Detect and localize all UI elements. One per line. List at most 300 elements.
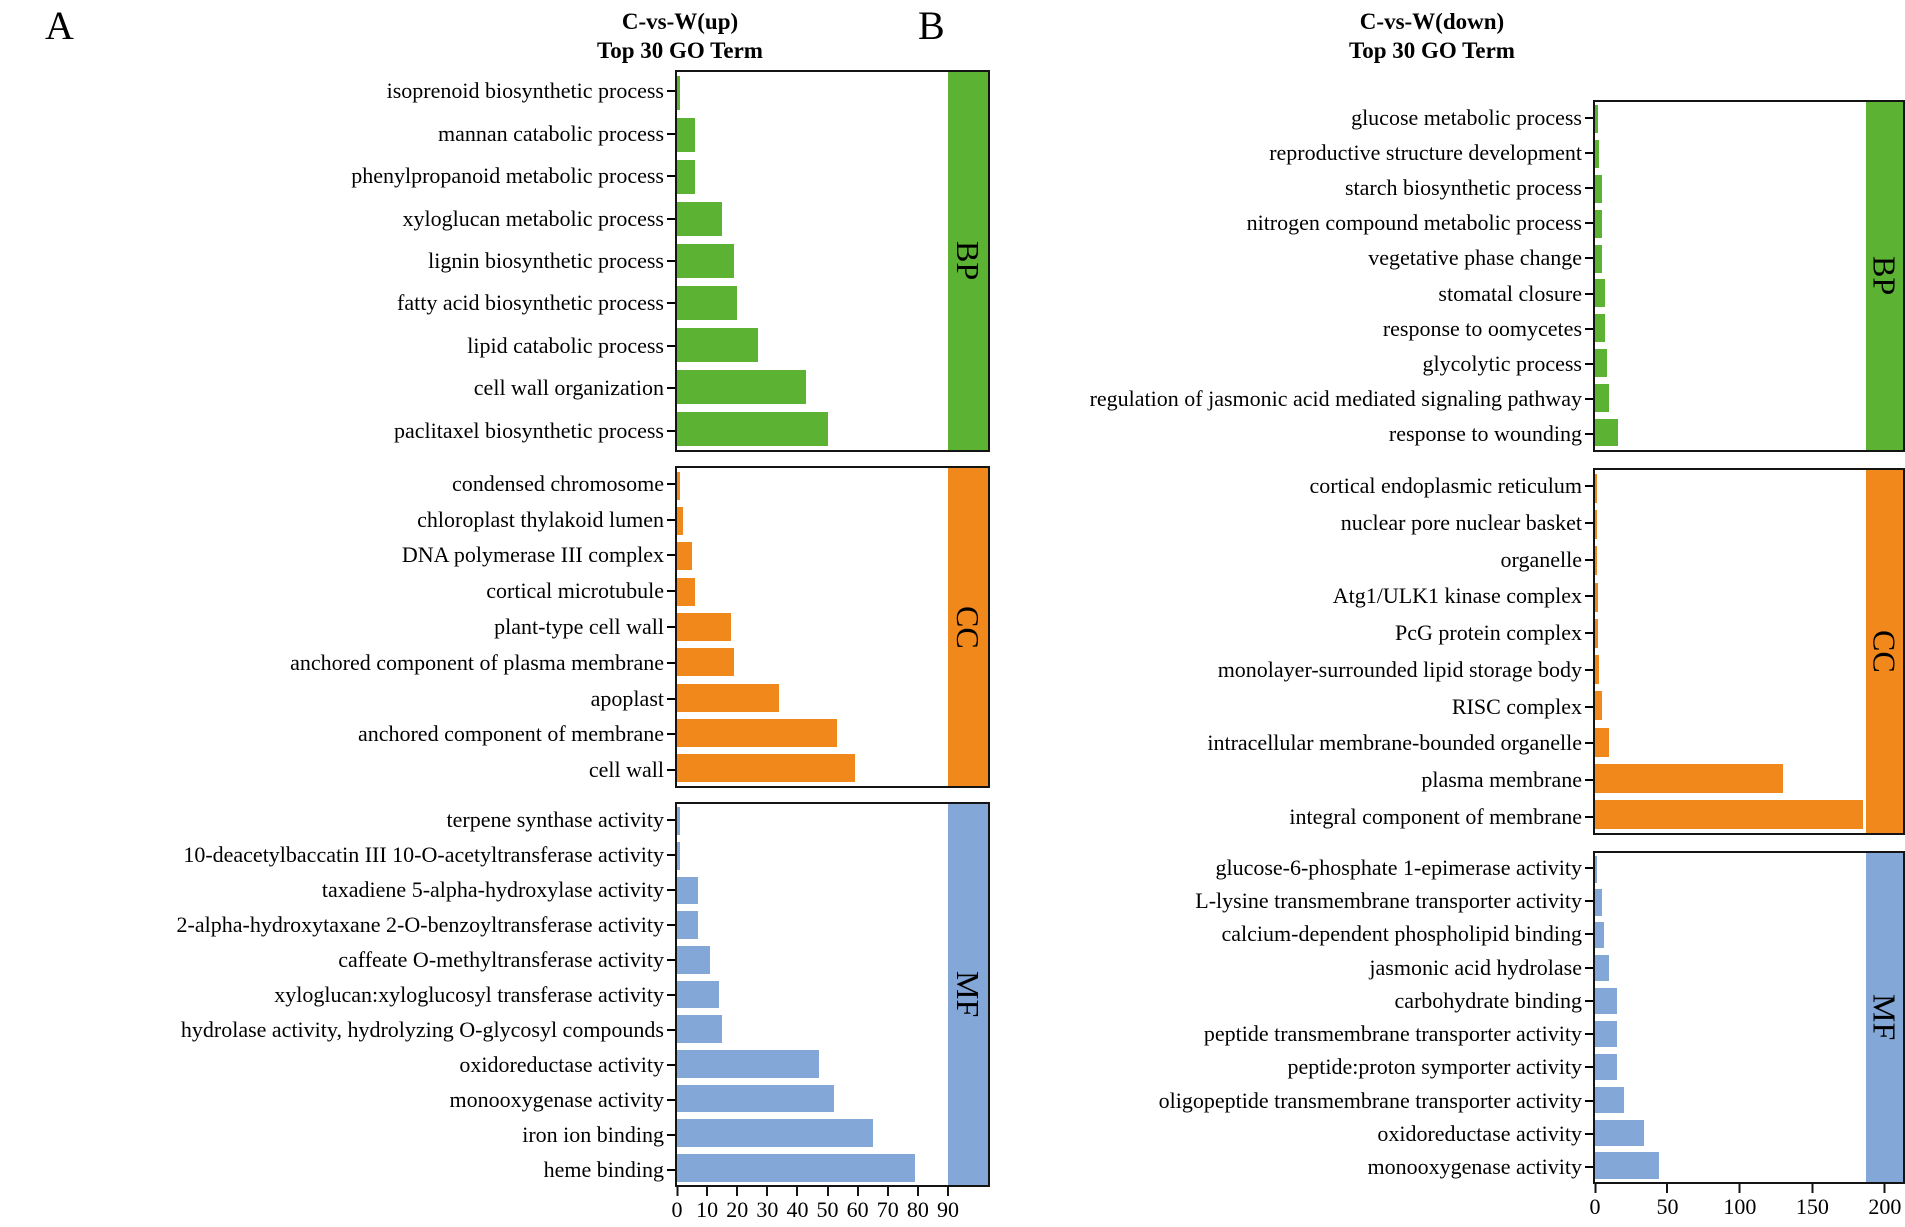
category-tick-mark [1585, 1033, 1593, 1035]
panel-b-axis-row [990, 1184, 1905, 1224]
x-axis-tick [786, 1187, 808, 1224]
facet-strip-cc [1866, 470, 1903, 833]
category-label: anchored component of membrane [357, 721, 664, 747]
bar-track [1595, 102, 1866, 137]
category-label: monolayer-surrounded lipid storage body [1217, 656, 1582, 682]
x-axis-tick [1723, 1184, 1756, 1221]
category-label: phenylpropanoid metabolic process [351, 163, 664, 189]
x-axis-tick [1868, 1184, 1901, 1221]
category-row [0, 466, 675, 502]
bars-area [1595, 102, 1866, 450]
category-label: 2-alpha-hydroxytaxane 2-O-benzoyltransferase activity [176, 911, 664, 937]
x-axis-tick-label: 90 [937, 1197, 959, 1222]
bar-track [1595, 380, 1866, 415]
bar-track [677, 72, 948, 114]
bars-area [1595, 470, 1866, 833]
x-axis-tick-label: 60 [846, 1197, 869, 1222]
bar [677, 946, 710, 974]
bar-track [677, 680, 948, 715]
category-tick-mark [667, 345, 675, 347]
x-axis-tick [1656, 1184, 1678, 1221]
category-label: organelle [1500, 546, 1582, 572]
category-row [0, 197, 675, 239]
x-axis-tick-mark [1594, 1184, 1596, 1193]
category-tick-mark [667, 1134, 675, 1136]
bar-track [1595, 1083, 1866, 1116]
facet-plot-area [1593, 468, 1905, 835]
bar-track [1595, 760, 1866, 796]
category-row [990, 984, 1593, 1017]
x-axis-tick [672, 1187, 683, 1224]
category-label: response to oomycetes [1382, 315, 1582, 341]
category-label: plasma membrane [1421, 766, 1582, 792]
bar [1595, 140, 1599, 168]
category-label: response to wounding [1388, 421, 1582, 447]
category-label: paclitaxel biosynthetic process [393, 417, 664, 443]
bar [677, 244, 734, 278]
category-row [990, 1151, 1593, 1184]
category-tick-mark [667, 769, 675, 771]
bar-track [1595, 1050, 1866, 1083]
category-row [990, 578, 1593, 615]
facet-strip-mf [948, 804, 988, 1185]
bar [677, 542, 692, 570]
facet-label-column [990, 851, 1593, 1184]
category-tick-mark [667, 1064, 675, 1066]
category-row [990, 276, 1593, 311]
x-axis-tick-label: 50 [1656, 1194, 1679, 1219]
panel-b-title [1232, 8, 1632, 66]
x-axis-tick-mark [917, 1187, 919, 1196]
category-row [0, 502, 675, 538]
category-tick-mark [1585, 669, 1593, 671]
category-row [990, 505, 1593, 542]
bar [677, 1050, 819, 1078]
panel-letter-a: A [45, 3, 74, 48]
bar-track [1595, 952, 1866, 985]
category-tick-mark [1585, 1133, 1593, 1135]
category-tick-mark [1585, 779, 1593, 781]
category-label: iron ion binding [522, 1121, 664, 1147]
panel-b-facets [990, 100, 1905, 1184]
category-label: oligopeptide transmembrane transporter activity [1158, 1087, 1582, 1113]
bar [677, 684, 779, 712]
category-label: terpene synthase activity [446, 806, 664, 832]
category-tick-mark [667, 662, 675, 664]
bar [1595, 1021, 1617, 1047]
category-tick-mark [667, 218, 675, 220]
facet-strip-label: CC [1866, 630, 1903, 673]
category-label: reproductive structure development [1269, 139, 1582, 165]
facet-strip-label: MF [950, 971, 986, 1018]
x-axis-tick-mark [887, 1187, 889, 1196]
x-axis-tick [726, 1187, 748, 1224]
bar [1595, 210, 1602, 238]
bar [1595, 800, 1863, 829]
bar-track [1595, 415, 1866, 450]
category-tick-mark [1585, 117, 1593, 119]
facet-label-column [0, 70, 675, 452]
category-label: integral component of membrane [1289, 803, 1582, 829]
panel-a-title-line2: Top 30 GO Term [597, 37, 763, 63]
category-row [990, 541, 1593, 578]
x-axis-tick-mark [706, 1187, 708, 1196]
bar [677, 981, 719, 1009]
bar-track [677, 574, 948, 609]
category-row [0, 942, 675, 977]
bar [677, 370, 806, 404]
bar [677, 202, 722, 236]
x-axis-tick-mark [1666, 1184, 1668, 1193]
category-tick-mark [1585, 328, 1593, 330]
bar-track [1595, 985, 1866, 1018]
bar [677, 118, 695, 152]
bar-track [677, 839, 948, 874]
category-row [0, 645, 675, 681]
category-label: condensed chromosome [452, 470, 664, 496]
facet-strip-cc [948, 468, 988, 786]
x-axis-tick [1796, 1184, 1829, 1221]
facet-cc [990, 468, 1905, 835]
bar [677, 1154, 915, 1182]
category-label: cortical endoplasmic reticulum [1309, 473, 1582, 499]
bar [1595, 546, 1597, 575]
category-label: 10-deacetylbaccatin III 10-O-acetyltransferase activity [183, 841, 664, 867]
category-row [0, 282, 675, 324]
panel-a-x-axis [671, 1187, 959, 1227]
panel-a-title-line1: C-vs-W(up) [621, 9, 739, 34]
facet-label-column [990, 468, 1593, 835]
bar [1595, 619, 1598, 648]
bar [677, 911, 698, 939]
category-label: apoplast [590, 685, 664, 711]
bar-track [677, 156, 948, 198]
bars-area [677, 468, 948, 786]
category-tick-mark [667, 889, 675, 891]
category-row [990, 951, 1593, 984]
bar [1595, 655, 1599, 684]
category-row [990, 884, 1593, 917]
category-label: regulation of jasmonic acid mediated signaling pathway [1089, 386, 1582, 412]
bar-track [677, 198, 948, 240]
category-tick-mark [1585, 152, 1593, 154]
category-row [990, 918, 1593, 951]
facet-mf [990, 851, 1905, 1184]
panel-a-title [480, 8, 880, 66]
bar [677, 613, 731, 641]
category-row [990, 468, 1593, 505]
bar-track [677, 366, 948, 408]
category-tick-mark [667, 590, 675, 592]
category-row [0, 325, 675, 367]
category-row [990, 382, 1593, 417]
category-label: monooxygenase activity [1367, 1154, 1582, 1180]
x-axis-tick-mark [1811, 1184, 1813, 1193]
bar-track [677, 408, 948, 450]
bar-track [1595, 919, 1866, 952]
bars-area [677, 72, 948, 450]
category-tick-mark [1585, 1066, 1593, 1068]
bar [677, 160, 695, 194]
bar [1595, 105, 1598, 133]
category-row [0, 907, 675, 942]
bar-track [1595, 1149, 1866, 1182]
bar-track [677, 114, 948, 156]
x-axis-tick [756, 1187, 778, 1224]
category-row [990, 762, 1593, 799]
category-label: caffeate O-methyltransferase activity [338, 946, 664, 972]
panel-b-title-line1: C-vs-W(down) [1359, 9, 1505, 34]
panel-a-facets [0, 70, 990, 1187]
category-label: cell wall [588, 757, 664, 783]
bar-track [1595, 172, 1866, 207]
bar-track [1595, 579, 1866, 615]
x-axis-tick-label: 100 [1723, 1194, 1757, 1219]
category-label: cell wall organization [473, 375, 664, 401]
bar [1595, 583, 1598, 612]
category-tick-mark [667, 133, 675, 135]
category-label: lipid catabolic process [467, 332, 664, 358]
bar-track [677, 1012, 948, 1047]
category-label: anchored component of plasma membrane [290, 649, 664, 675]
category-label: DNA polymerase III complex [401, 542, 664, 568]
category-tick-mark [667, 994, 675, 996]
facet-strip-bp [1866, 102, 1903, 450]
bar-track [1595, 724, 1866, 760]
bar [1595, 1054, 1617, 1080]
bar-track [677, 468, 948, 503]
category-tick-mark [1585, 559, 1593, 561]
bar-track [677, 943, 948, 978]
category-label: RISC complex [1451, 693, 1582, 719]
category-row [0, 573, 675, 609]
x-axis-tick-mark [676, 1187, 678, 1196]
bar [1595, 764, 1783, 793]
bar-track [1595, 137, 1866, 172]
category-row [990, 135, 1593, 170]
category-label: calcium-dependent phospholipid binding [1221, 921, 1582, 947]
category-row [990, 1051, 1593, 1084]
bar-track [677, 282, 948, 324]
bar-track [1595, 797, 1866, 833]
facet-strip-label: BP [950, 241, 986, 281]
bar [677, 1085, 834, 1113]
x-axis-tick-label: 0 [671, 1197, 683, 1222]
category-tick-mark [667, 90, 675, 92]
bar-track [677, 977, 948, 1012]
bar [1595, 314, 1605, 342]
panel-b-title-line2: Top 30 GO Term [1349, 37, 1515, 63]
bar [677, 578, 695, 606]
bar-track [1595, 1018, 1866, 1051]
x-axis-tick [847, 1187, 869, 1224]
x-axis-tick [907, 1187, 929, 1224]
category-tick-mark [667, 854, 675, 856]
bar [1595, 1087, 1624, 1113]
x-axis-tick [937, 1187, 959, 1224]
bar [1595, 384, 1609, 412]
bar [677, 76, 680, 110]
x-axis-tick [696, 1187, 718, 1224]
bar [677, 412, 828, 446]
x-axis-tick-label: 0 [1589, 1194, 1601, 1219]
category-row [0, 155, 675, 197]
bar-track [1595, 886, 1866, 919]
bar-track [1595, 615, 1866, 651]
category-tick-mark [1585, 433, 1593, 435]
x-axis-tick-label: 20 [726, 1197, 749, 1222]
category-label: chloroplast thylakoid lumen [417, 506, 664, 532]
x-axis-tick-mark [947, 1187, 949, 1196]
x-axis-tick [877, 1187, 899, 1224]
category-row [0, 609, 675, 645]
bar [677, 1119, 873, 1147]
bar [677, 1015, 722, 1043]
category-label: lignin biosynthetic process [428, 247, 664, 273]
bar [677, 286, 737, 320]
bar-track [1595, 651, 1866, 687]
category-row [0, 367, 675, 409]
category-label: mannan catabolic process [437, 120, 664, 146]
category-label: taxadiene 5-alpha-hydroxylase activity [321, 876, 664, 902]
category-label: plant-type cell wall [494, 614, 664, 640]
category-label: hydrolase activity, hydrolyzing O-glycosyl compounds [180, 1016, 664, 1042]
category-label: isoprenoid biosynthetic process [386, 78, 664, 104]
x-axis-tick-label: 40 [786, 1197, 809, 1222]
category-row [0, 538, 675, 574]
category-label: Atg1/ULK1 kinase complex [1332, 583, 1582, 609]
bar [1595, 922, 1604, 948]
bar [1595, 474, 1597, 503]
category-row [990, 241, 1593, 276]
facet-plot-area [675, 802, 990, 1187]
category-tick-mark [1585, 967, 1593, 969]
category-label: intracellular membrane-bounded organelle [1207, 730, 1582, 756]
facet-label-column [0, 802, 675, 1187]
x-axis-tick-label: 200 [1868, 1194, 1902, 1219]
category-tick-mark [1585, 363, 1593, 365]
category-tick-mark [667, 387, 675, 389]
category-tick-mark [667, 698, 675, 700]
facet-strip-label: MF [1866, 994, 1903, 1041]
category-row [0, 70, 675, 112]
bar [1595, 1152, 1659, 1178]
category-tick-mark [1585, 398, 1593, 400]
x-axis-tick-label: 50 [816, 1197, 839, 1222]
facet-strip-label: BP [1866, 256, 1903, 296]
bar-track [677, 539, 948, 574]
x-axis-tick-mark [827, 1187, 829, 1196]
category-row [990, 170, 1593, 205]
facet-cc [0, 466, 990, 788]
bar-track [677, 1046, 948, 1081]
bar [1595, 728, 1609, 757]
bar-track [1595, 346, 1866, 381]
category-tick-mark [1585, 222, 1593, 224]
category-label: xyloglucan:xyloglucosyl transferase activity [274, 981, 664, 1007]
category-row [990, 652, 1593, 689]
bar [1595, 175, 1602, 203]
x-axis-tick-mark [857, 1187, 859, 1196]
category-tick-mark [667, 819, 675, 821]
category-row [0, 1047, 675, 1082]
bar [1595, 279, 1605, 307]
category-tick-mark [1585, 867, 1593, 869]
category-row [990, 725, 1593, 762]
category-tick-mark [1585, 1000, 1593, 1002]
bar [677, 472, 680, 500]
category-row [0, 752, 675, 788]
bar-track [677, 751, 948, 786]
bar [1595, 955, 1609, 981]
category-tick-mark [1585, 900, 1593, 902]
bar-track [1595, 276, 1866, 311]
bar-track [677, 1116, 948, 1151]
category-row [990, 417, 1593, 452]
facet-strip-label: CC [950, 605, 986, 649]
category-row [0, 802, 675, 837]
x-axis-tick-label: 70 [876, 1197, 899, 1222]
category-label: vegetative phase change [1368, 245, 1582, 271]
category-label: oxidoreductase activity [459, 1051, 664, 1077]
category-tick-mark [667, 1169, 675, 1171]
category-label: L-lysine transmembrane transporter activity [1195, 887, 1582, 913]
category-row [990, 851, 1593, 884]
category-row [0, 1012, 675, 1047]
category-row [0, 112, 675, 154]
bar-track [677, 873, 948, 908]
category-tick-mark [667, 626, 675, 628]
facet-strip-bp [948, 72, 988, 450]
category-row [990, 615, 1593, 652]
category-label: glucose-6-phosphate 1-epimerase activity [1215, 854, 1582, 880]
bars-area [677, 804, 948, 1185]
category-row [990, 1117, 1593, 1150]
bar-track [1595, 853, 1866, 886]
facet-plot-area [1593, 851, 1905, 1184]
category-row [0, 681, 675, 717]
bar-track [677, 645, 948, 680]
category-tick-mark [1585, 742, 1593, 744]
x-axis-tick [1590, 1184, 1601, 1221]
bar [1595, 988, 1617, 1014]
category-row [0, 977, 675, 1012]
bar-track [1595, 543, 1866, 579]
category-tick-mark [1585, 816, 1593, 818]
category-row [990, 100, 1593, 135]
facet-plot-area [1593, 100, 1905, 452]
category-row [990, 346, 1593, 381]
bar [677, 328, 758, 362]
category-row [990, 1084, 1593, 1117]
bar [677, 507, 683, 535]
bar-track [1595, 470, 1866, 506]
category-tick-mark [1585, 933, 1593, 935]
x-axis-tick-label: 150 [1795, 1194, 1829, 1219]
category-label: heme binding [543, 1156, 664, 1182]
category-label: nitrogen compound metabolic process [1246, 210, 1582, 236]
category-label: peptide transmembrane transporter activity [1203, 1021, 1582, 1047]
facet-bp [0, 70, 990, 452]
x-axis-tick-mark [736, 1187, 738, 1196]
facet-plot-area [675, 466, 990, 788]
category-label: jasmonic acid hydrolase [1369, 954, 1582, 980]
category-label: cortical microtubule [486, 578, 664, 604]
facet-label-column [0, 466, 675, 788]
bar [677, 719, 837, 747]
category-label: monooxygenase activity [449, 1086, 664, 1112]
category-tick-mark [1585, 706, 1593, 708]
